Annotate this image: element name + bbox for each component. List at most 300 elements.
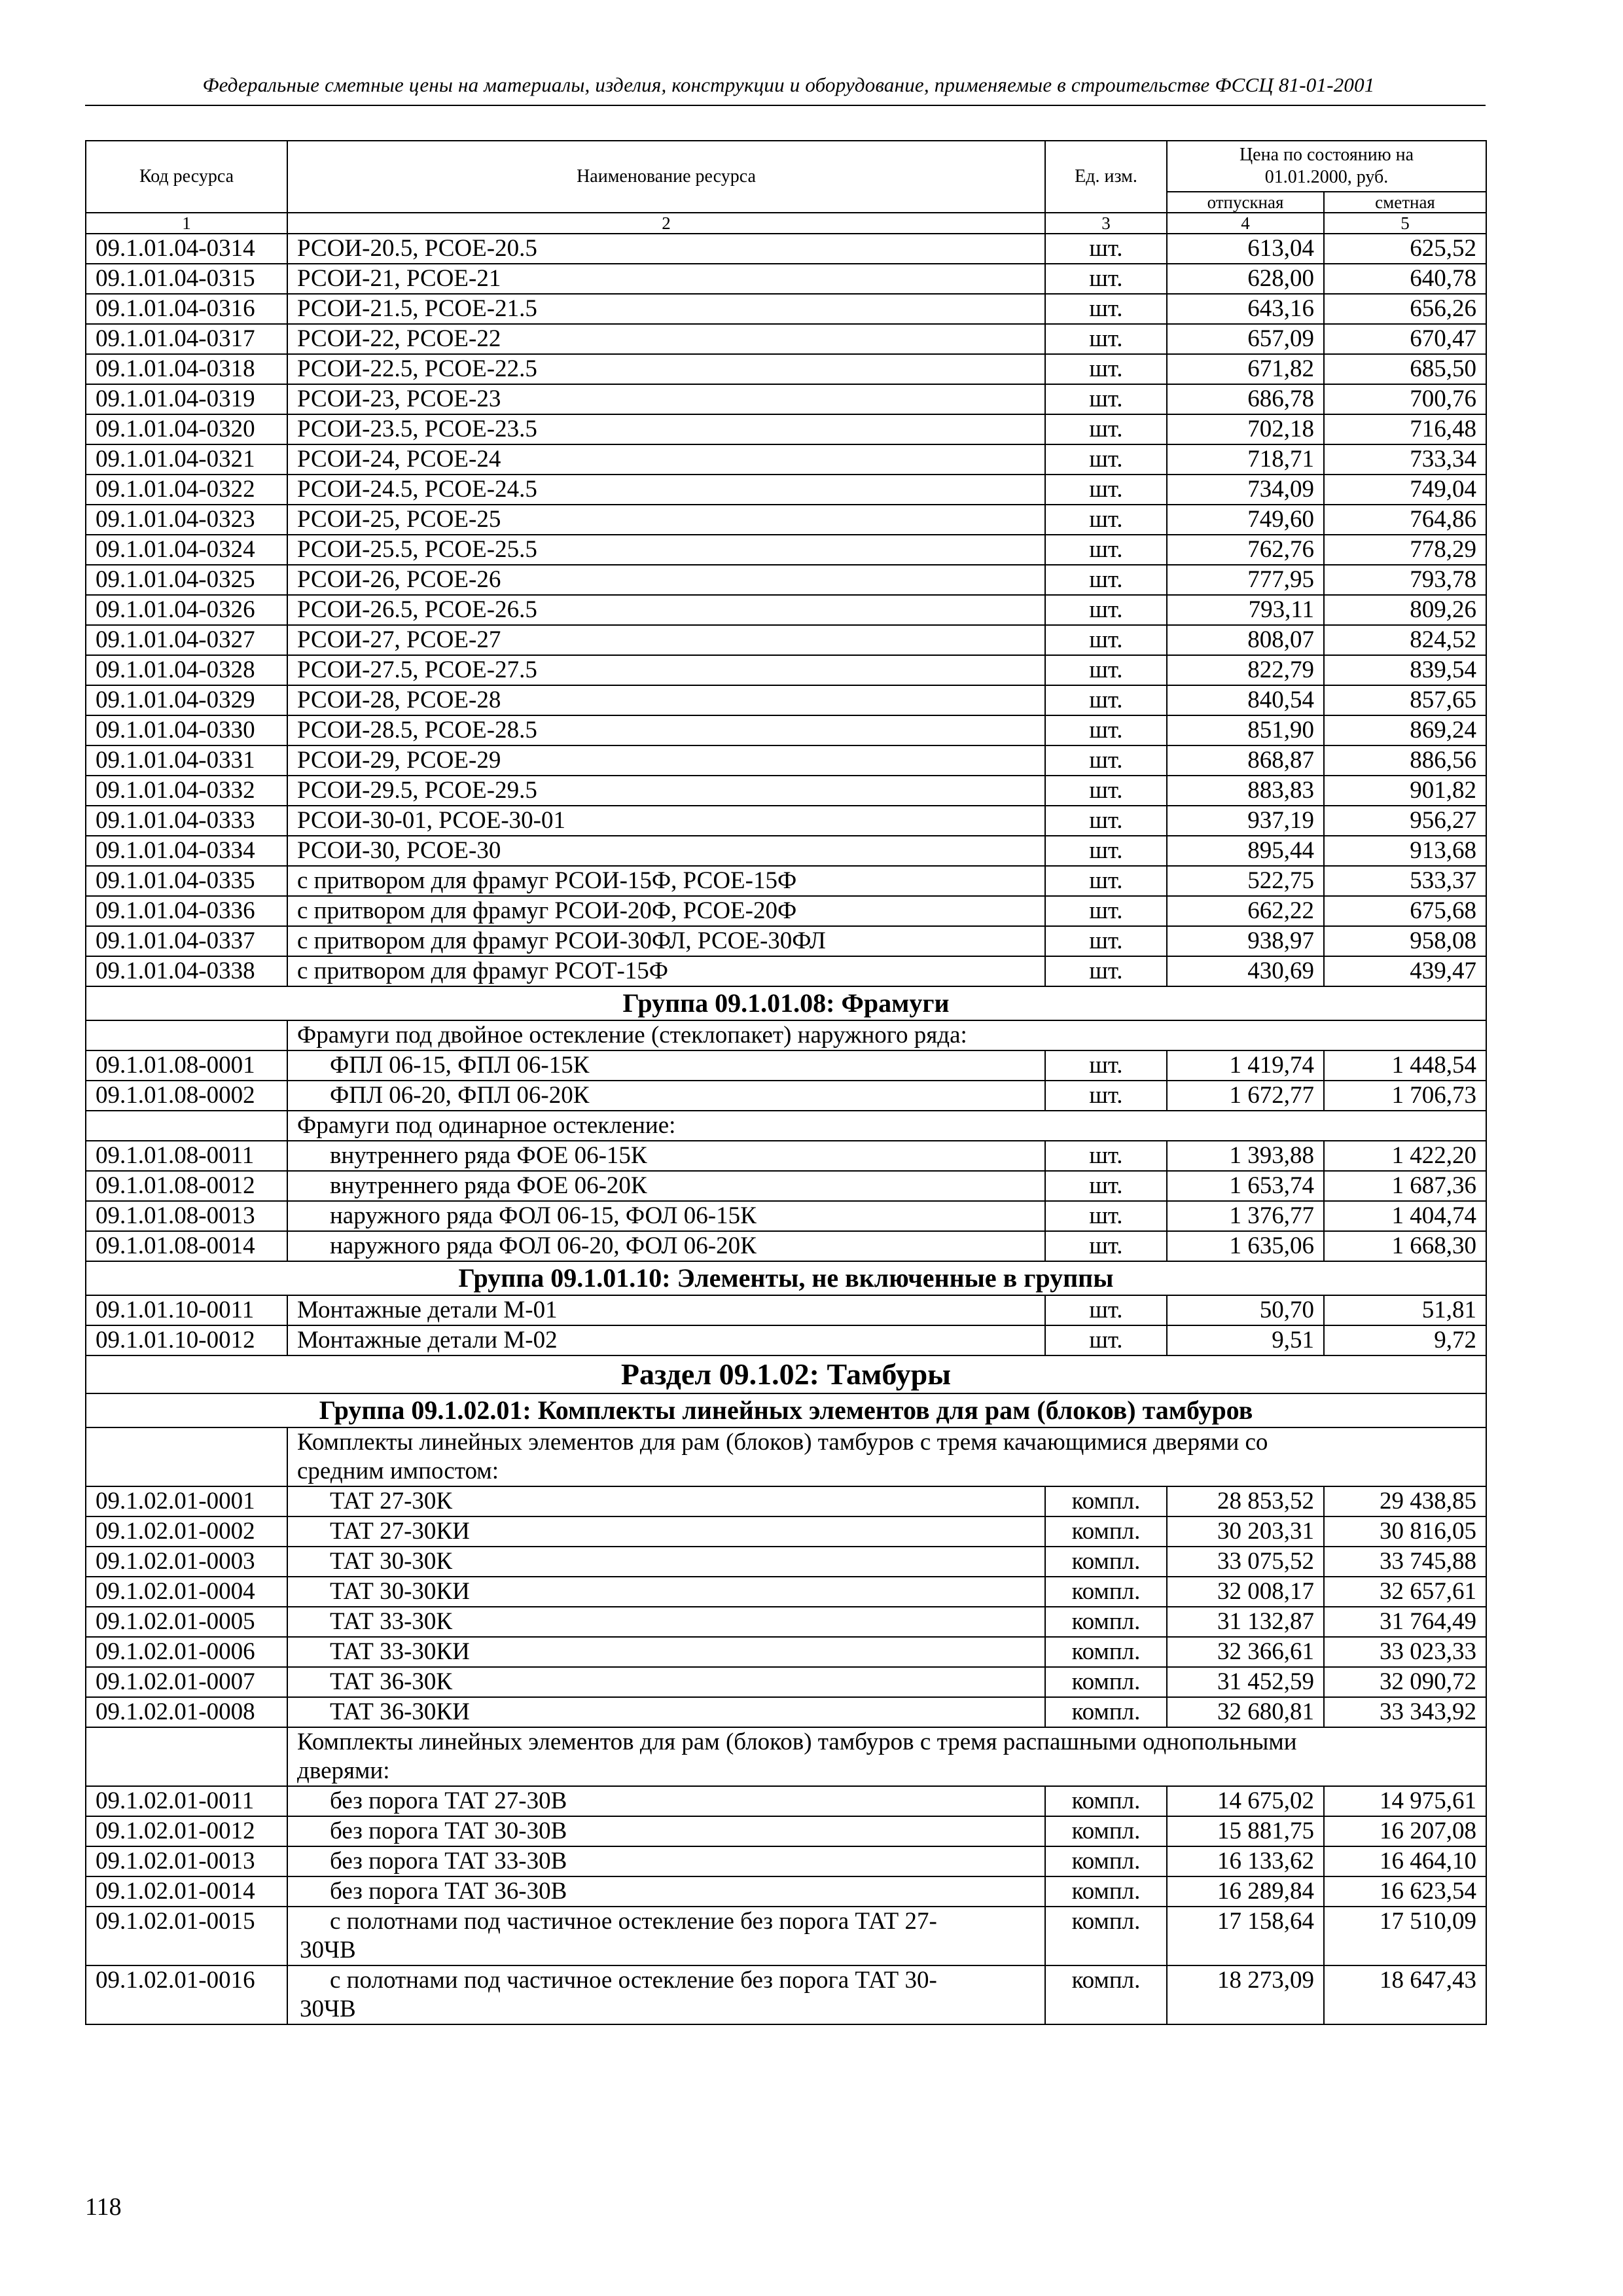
table-row xyxy=(86,745,1486,776)
estimate-price: 625,52 xyxy=(1324,234,1486,264)
resource-code: 09.1.01.04-0322 xyxy=(86,475,287,505)
resource-code: 09.1.02.01-0012 xyxy=(86,1816,287,1846)
table-row xyxy=(86,1637,1486,1667)
resource-code: 09.1.01.04-0323 xyxy=(86,505,287,535)
release-price: 1 672,77 xyxy=(1167,1081,1324,1111)
table-row xyxy=(86,354,1486,384)
unit: шт. xyxy=(1045,1050,1167,1081)
estimate-price: 685,50 xyxy=(1324,354,1486,384)
resource-name: внутреннего ряда ФОЕ 06-15К xyxy=(287,1141,1045,1171)
release-price: 33 075,52 xyxy=(1167,1547,1324,1577)
unit: шт. xyxy=(1045,776,1167,806)
resource-code: 09.1.01.08-0001 xyxy=(86,1050,287,1081)
unit: компл. xyxy=(1045,1846,1167,1876)
estimate-price: 533,37 xyxy=(1324,866,1486,896)
header-price: Цена по состоянию на 01.01.2000, руб. xyxy=(1167,141,1486,192)
release-price: 883,83 xyxy=(1167,776,1324,806)
resource-name: РСОИ-27.5, РСОЕ-27.5 xyxy=(287,655,1045,685)
resource-name: без порога ТАТ 30-30В xyxy=(287,1816,1045,1846)
resource-name: РСОИ-20.5, РСОЕ-20.5 xyxy=(287,234,1045,264)
estimate-price: 956,27 xyxy=(1324,806,1486,836)
resource-code: 09.1.02.01-0006 xyxy=(86,1637,287,1667)
subheading xyxy=(86,1111,1486,1141)
estimate-price: 31 764,49 xyxy=(1324,1607,1486,1637)
release-price: 430,69 xyxy=(1167,956,1324,986)
resource-name xyxy=(287,1907,1045,1965)
resource-code: 09.1.01.04-0314 xyxy=(86,234,287,264)
estimate-price: 18 647,43 xyxy=(1324,1965,1486,2024)
resource-code: 09.1.01.04-0328 xyxy=(86,655,287,685)
header-release: отпускная xyxy=(1167,192,1324,213)
section-title xyxy=(86,1355,1486,1393)
empty-cell xyxy=(86,1427,287,1486)
unit: компл. xyxy=(1045,1697,1167,1727)
unit: шт. xyxy=(1045,354,1167,384)
resource-code: 09.1.01.04-0335 xyxy=(86,866,287,896)
estimate-price: 32 090,72 xyxy=(1324,1667,1486,1697)
resource-name: наружного ряда ФОЛ 06-20, ФОЛ 06-20К xyxy=(287,1231,1045,1261)
estimate-price: 640,78 xyxy=(1324,264,1486,294)
release-price: 1 635,06 xyxy=(1167,1231,1324,1261)
resource-code: 09.1.01.04-0319 xyxy=(86,384,287,414)
resource-name-line: 30ЧВ xyxy=(300,1996,356,2022)
group-title xyxy=(86,986,1486,1020)
header-rule xyxy=(85,105,1486,106)
release-price: 1 376,77 xyxy=(1167,1201,1324,1231)
table-row xyxy=(86,1486,1486,1516)
column-numbers-row xyxy=(86,213,1486,234)
unit: шт. xyxy=(1045,715,1167,745)
unit: компл. xyxy=(1045,1907,1167,1965)
unit: компл. xyxy=(1045,1516,1167,1547)
release-price: 840,54 xyxy=(1167,685,1324,715)
unit: шт. xyxy=(1045,264,1167,294)
table-row xyxy=(86,1786,1486,1816)
resource-name: ТАТ 27-30КИ xyxy=(287,1516,1045,1547)
release-price: 662,22 xyxy=(1167,896,1324,926)
release-price: 718,71 xyxy=(1167,444,1324,475)
estimate-price: 656,26 xyxy=(1324,294,1486,324)
release-price: 734,09 xyxy=(1167,475,1324,505)
resource-code: 09.1.02.01-0003 xyxy=(86,1547,287,1577)
resource-code: 09.1.02.01-0015 xyxy=(86,1907,287,1965)
resource-name: с притвором для фрамуг РСОИ-15Ф, РСОЕ-15Ф xyxy=(287,866,1045,896)
resource-code: 09.1.01.04-0334 xyxy=(86,836,287,866)
release-price: 16 133,62 xyxy=(1167,1846,1324,1876)
resource-code: 09.1.01.04-0326 xyxy=(86,595,287,625)
column-number: 1 xyxy=(86,213,287,234)
table-row xyxy=(86,1876,1486,1907)
table-row xyxy=(86,685,1486,715)
unit: компл. xyxy=(1045,1547,1167,1577)
resource-code: 09.1.02.01-0002 xyxy=(86,1516,287,1547)
estimate-price: 913,68 xyxy=(1324,836,1486,866)
subheading xyxy=(86,1020,1486,1050)
release-price: 895,44 xyxy=(1167,836,1324,866)
release-price: 657,09 xyxy=(1167,324,1324,354)
unit: компл. xyxy=(1045,1816,1167,1846)
table-row xyxy=(86,475,1486,505)
resource-name: РСОИ-24, РСОЕ-24 xyxy=(287,444,1045,475)
release-price: 702,18 xyxy=(1167,414,1324,444)
column-number: 3 xyxy=(1045,213,1167,234)
release-price: 762,76 xyxy=(1167,535,1324,565)
running-header: Федеральные сметные цены на материалы, изделия, конструкции и оборудование, применяемые в строительстве ФССЦ 81-01-2001 xyxy=(202,73,1375,96)
resource-code: 09.1.01.08-0013 xyxy=(86,1201,287,1231)
estimate-price: 33 343,92 xyxy=(1324,1697,1486,1727)
estimate-price: 958,08 xyxy=(1324,926,1486,956)
unit: компл. xyxy=(1045,1876,1167,1907)
resource-name: с притвором для фрамуг РСОИ-20Ф, РСОЕ-20Ф xyxy=(287,896,1045,926)
resource-name: РСОИ-30, РСОЕ-30 xyxy=(287,836,1045,866)
estimate-price: 869,24 xyxy=(1324,715,1486,745)
resource-name: внутреннего ряда ФОЕ 06-20К xyxy=(287,1171,1045,1201)
resource-name: РСОИ-23.5, РСОЕ-23.5 xyxy=(287,414,1045,444)
estimate-price: 793,78 xyxy=(1324,565,1486,595)
estimate-price: 33 023,33 xyxy=(1324,1637,1486,1667)
release-price: 643,16 xyxy=(1167,294,1324,324)
unit: шт. xyxy=(1045,836,1167,866)
header-code: Код ресурса xyxy=(86,141,287,213)
table-row xyxy=(86,836,1486,866)
estimate-price: 764,86 xyxy=(1324,505,1486,535)
estimate-price: 439,47 xyxy=(1324,956,1486,986)
unit: шт. xyxy=(1045,414,1167,444)
release-price: 17 158,64 xyxy=(1167,1907,1324,1965)
unit: шт. xyxy=(1045,806,1167,836)
unit: шт. xyxy=(1045,1141,1167,1171)
estimate-price: 778,29 xyxy=(1324,535,1486,565)
resource-code: 09.1.02.01-0007 xyxy=(86,1667,287,1697)
resource-name: ТАТ 33-30КИ xyxy=(287,1637,1045,1667)
resource-name-line: с полотнами под частичное остекление без порога ТАТ 27- xyxy=(330,1908,937,1935)
subheading-text: Фрамуги под одинарное остекление: xyxy=(287,1111,1486,1141)
estimate-price: 16 207,08 xyxy=(1324,1816,1486,1846)
unit: шт. xyxy=(1045,294,1167,324)
column-number: 4 xyxy=(1167,213,1324,234)
release-price: 937,19 xyxy=(1167,806,1324,836)
unit: шт. xyxy=(1045,565,1167,595)
estimate-price: 733,34 xyxy=(1324,444,1486,475)
subheading-line: Комплекты линейных элементов для рам (блоков) тамбуров с тремя качающимися дверями со xyxy=(297,1429,1268,1456)
release-price: 31 132,87 xyxy=(1167,1607,1324,1637)
table-row xyxy=(86,1697,1486,1727)
unit: шт. xyxy=(1045,1171,1167,1201)
release-price: 628,00 xyxy=(1167,264,1324,294)
table-row xyxy=(86,1577,1486,1607)
resource-name: с притвором для фрамуг РСОТ-15Ф xyxy=(287,956,1045,986)
estimate-price: 1 448,54 xyxy=(1324,1050,1486,1081)
release-price: 50,70 xyxy=(1167,1295,1324,1325)
group-title-text: Группа 09.1.02.01: Комплекты линейных элементов для рам (блоков) тамбуров xyxy=(86,1393,1486,1427)
table-row xyxy=(86,384,1486,414)
unit: компл. xyxy=(1045,1486,1167,1516)
release-price: 686,78 xyxy=(1167,384,1324,414)
table-row xyxy=(86,1231,1486,1261)
subheading-text: Фрамуги под двойное остекление (стеклопакет) наружного ряда: xyxy=(287,1020,1486,1050)
estimate-price: 16 464,10 xyxy=(1324,1846,1486,1876)
estimate-price: 1 668,30 xyxy=(1324,1231,1486,1261)
release-price: 14 675,02 xyxy=(1167,1786,1324,1816)
unit: шт. xyxy=(1045,896,1167,926)
estimate-price: 1 687,36 xyxy=(1324,1171,1486,1201)
group-title-text: Группа 09.1.01.10: Элементы, не включенные в группы xyxy=(86,1261,1486,1295)
unit: шт. xyxy=(1045,1325,1167,1355)
resource-code: 09.1.01.04-0331 xyxy=(86,745,287,776)
estimate-price: 51,81 xyxy=(1324,1295,1486,1325)
release-price: 30 203,31 xyxy=(1167,1516,1324,1547)
table-row xyxy=(86,1667,1486,1697)
table-row xyxy=(86,1325,1486,1355)
resource-code: 09.1.01.08-0012 xyxy=(86,1171,287,1201)
estimate-price: 824,52 xyxy=(1324,625,1486,655)
resource-code: 09.1.01.04-0336 xyxy=(86,896,287,926)
resource-code: 09.1.01.04-0330 xyxy=(86,715,287,745)
estimate-price: 29 438,85 xyxy=(1324,1486,1486,1516)
page-number: 118 xyxy=(85,2193,122,2221)
unit: шт. xyxy=(1045,324,1167,354)
estimate-price: 14 975,61 xyxy=(1324,1786,1486,1816)
subheading-line: средним импостом: xyxy=(297,1458,499,1484)
table-row xyxy=(86,414,1486,444)
table-row xyxy=(86,625,1486,655)
empty-cell xyxy=(86,1111,287,1141)
resource-name: РСОИ-28, РСОЕ-28 xyxy=(287,685,1045,715)
release-price: 868,87 xyxy=(1167,745,1324,776)
release-price: 671,82 xyxy=(1167,354,1324,384)
price-table xyxy=(85,140,1487,2025)
table-row xyxy=(86,655,1486,685)
resource-name: ТАТ 30-30К xyxy=(287,1547,1045,1577)
release-price: 32 008,17 xyxy=(1167,1577,1324,1607)
table-row xyxy=(86,1547,1486,1577)
resource-name: без порога ТАТ 36-30В xyxy=(287,1876,1045,1907)
table-header-row xyxy=(86,141,1486,192)
resource-code: 09.1.01.04-0321 xyxy=(86,444,287,475)
table-row xyxy=(86,1295,1486,1325)
resource-name: РСОИ-28.5, РСОЕ-28.5 xyxy=(287,715,1045,745)
unit: шт. xyxy=(1045,655,1167,685)
resource-name-line: 30ЧВ xyxy=(300,1937,356,1964)
table-row xyxy=(86,715,1486,745)
estimate-price: 17 510,09 xyxy=(1324,1907,1486,1965)
table-row xyxy=(86,866,1486,896)
release-price: 522,75 xyxy=(1167,866,1324,896)
resource-name: РСОИ-22, РСОЕ-22 xyxy=(287,324,1045,354)
estimate-price: 1 422,20 xyxy=(1324,1141,1486,1171)
release-price: 1 419,74 xyxy=(1167,1050,1324,1081)
unit: компл. xyxy=(1045,1607,1167,1637)
resource-code: 09.1.01.04-0317 xyxy=(86,324,287,354)
release-price: 793,11 xyxy=(1167,595,1324,625)
resource-code: 09.1.01.04-0327 xyxy=(86,625,287,655)
resource-name: РСОИ-24.5, РСОЕ-24.5 xyxy=(287,475,1045,505)
resource-code: 09.1.01.04-0329 xyxy=(86,685,287,715)
resource-name: ТАТ 27-30К xyxy=(287,1486,1045,1516)
release-price: 822,79 xyxy=(1167,655,1324,685)
resource-name: РСОИ-26.5, РСОЕ-26.5 xyxy=(287,595,1045,625)
table-row xyxy=(86,1141,1486,1171)
table-row xyxy=(86,1965,1486,2024)
resource-code: 09.1.02.01-0011 xyxy=(86,1786,287,1816)
subheading xyxy=(86,1427,1486,1486)
unit: компл. xyxy=(1045,1667,1167,1697)
release-price: 1 393,88 xyxy=(1167,1141,1324,1171)
resource-name: РСОИ-25, РСОЕ-25 xyxy=(287,505,1045,535)
resource-name: с притвором для фрамуг РСОИ-30ФЛ, РСОЕ-30ФЛ xyxy=(287,926,1045,956)
table-row xyxy=(86,1607,1486,1637)
column-number: 2 xyxy=(287,213,1045,234)
release-price: 32 366,61 xyxy=(1167,1637,1324,1667)
unit: шт. xyxy=(1045,595,1167,625)
unit: шт. xyxy=(1045,1231,1167,1261)
empty-cell xyxy=(86,1020,287,1050)
resource-name: РСОИ-29, РСОЕ-29 xyxy=(287,745,1045,776)
resource-name-line: с полотнами под частичное остекление без порога ТАТ 30- xyxy=(330,1967,937,1994)
table-row xyxy=(86,956,1486,986)
table-row xyxy=(86,896,1486,926)
estimate-price: 886,56 xyxy=(1324,745,1486,776)
subheading-line: дверями: xyxy=(297,1757,390,1784)
table-row xyxy=(86,324,1486,354)
resource-code: 09.1.02.01-0008 xyxy=(86,1697,287,1727)
subheading-text xyxy=(287,1427,1486,1486)
unit: шт. xyxy=(1045,1201,1167,1231)
resource-code: 09.1.01.04-0315 xyxy=(86,264,287,294)
estimate-price: 32 657,61 xyxy=(1324,1577,1486,1607)
resource-code: 09.1.02.01-0001 xyxy=(86,1486,287,1516)
estimate-price: 700,76 xyxy=(1324,384,1486,414)
resource-name: ФПЛ 06-20, ФПЛ 06-20К xyxy=(287,1081,1045,1111)
resource-code: 09.1.02.01-0004 xyxy=(86,1577,287,1607)
table-row xyxy=(86,926,1486,956)
table-row xyxy=(86,1050,1486,1081)
table-row xyxy=(86,1816,1486,1846)
resource-code: 09.1.01.10-0012 xyxy=(86,1325,287,1355)
table-row xyxy=(86,444,1486,475)
release-price: 851,90 xyxy=(1167,715,1324,745)
resource-code: 09.1.01.04-0325 xyxy=(86,565,287,595)
table-row xyxy=(86,1201,1486,1231)
unit: компл. xyxy=(1045,1637,1167,1667)
header-name: Наименование ресурса xyxy=(287,141,1045,213)
resource-code: 09.1.01.04-0338 xyxy=(86,956,287,986)
unit: шт. xyxy=(1045,956,1167,986)
estimate-price: 16 623,54 xyxy=(1324,1876,1486,1907)
estimate-price: 857,65 xyxy=(1324,685,1486,715)
resource-name: наружного ряда ФОЛ 06-15, ФОЛ 06-15К xyxy=(287,1201,1045,1231)
subheading-text xyxy=(287,1727,1486,1786)
column-number: 5 xyxy=(1324,213,1486,234)
unit: шт. xyxy=(1045,685,1167,715)
estimate-price: 9,72 xyxy=(1324,1325,1486,1355)
resource-name: Монтажные детали М-02 xyxy=(287,1325,1045,1355)
resource-name: РСОИ-25.5, РСОЕ-25.5 xyxy=(287,535,1045,565)
section-title-text: Раздел 09.1.02: Тамбуры xyxy=(86,1355,1486,1393)
unit: шт. xyxy=(1045,475,1167,505)
estimate-price: 1 404,74 xyxy=(1324,1201,1486,1231)
resource-name: ТАТ 36-30КИ xyxy=(287,1697,1045,1727)
resource-code: 09.1.02.01-0016 xyxy=(86,1965,287,2024)
unit: компл. xyxy=(1045,1965,1167,2024)
table-row xyxy=(86,535,1486,565)
table-row xyxy=(86,234,1486,264)
unit: шт. xyxy=(1045,444,1167,475)
table-row xyxy=(86,264,1486,294)
unit: шт. xyxy=(1045,384,1167,414)
unit: шт. xyxy=(1045,1081,1167,1111)
unit: шт. xyxy=(1045,625,1167,655)
resource-code: 09.1.01.04-0320 xyxy=(86,414,287,444)
resource-code: 09.1.01.04-0324 xyxy=(86,535,287,565)
table-row xyxy=(86,595,1486,625)
resource-code: 09.1.01.04-0337 xyxy=(86,926,287,956)
group-title xyxy=(86,1393,1486,1427)
resource-code: 09.1.01.08-0014 xyxy=(86,1231,287,1261)
resource-name: РСОИ-26, РСОЕ-26 xyxy=(287,565,1045,595)
resource-name: РСОИ-23, РСОЕ-23 xyxy=(287,384,1045,414)
table-row xyxy=(86,1907,1486,1965)
resource-code: 09.1.02.01-0013 xyxy=(86,1846,287,1876)
resource-name: РСОИ-30-01, РСОЕ-30-01 xyxy=(287,806,1045,836)
subheading xyxy=(86,1727,1486,1786)
empty-cell xyxy=(86,1727,287,1786)
group-title xyxy=(86,1261,1486,1295)
resource-code: 09.1.01.08-0011 xyxy=(86,1141,287,1171)
estimate-price: 675,68 xyxy=(1324,896,1486,926)
release-price: 777,95 xyxy=(1167,565,1324,595)
release-price: 749,60 xyxy=(1167,505,1324,535)
table-row xyxy=(86,776,1486,806)
resource-name: РСОИ-22.5, РСОЕ-22.5 xyxy=(287,354,1045,384)
estimate-price: 670,47 xyxy=(1324,324,1486,354)
estimate-price: 901,82 xyxy=(1324,776,1486,806)
resource-name: без порога ТАТ 33-30В xyxy=(287,1846,1045,1876)
table-row xyxy=(86,294,1486,324)
resource-name: ФПЛ 06-15, ФПЛ 06-15К xyxy=(287,1050,1045,1081)
table-row xyxy=(86,1516,1486,1547)
resource-code: 09.1.01.04-0316 xyxy=(86,294,287,324)
resource-name: РСОИ-29.5, РСОЕ-29.5 xyxy=(287,776,1045,806)
release-price: 1 653,74 xyxy=(1167,1171,1324,1201)
resource-name: ТАТ 30-30КИ xyxy=(287,1577,1045,1607)
unit: компл. xyxy=(1045,1786,1167,1816)
resource-code: 09.1.01.04-0318 xyxy=(86,354,287,384)
resource-name: Монтажные детали М-01 xyxy=(287,1295,1045,1325)
table-row xyxy=(86,806,1486,836)
resource-name: РСОИ-21, РСОЕ-21 xyxy=(287,264,1045,294)
unit: шт. xyxy=(1045,745,1167,776)
subheading-line: Комплекты линейных элементов для рам (блоков) тамбуров с тремя распашными однопольными xyxy=(297,1729,1297,1755)
release-price: 15 881,75 xyxy=(1167,1816,1324,1846)
resource-name: ТАТ 33-30К xyxy=(287,1607,1045,1637)
release-price: 9,51 xyxy=(1167,1325,1324,1355)
unit: шт. xyxy=(1045,535,1167,565)
release-price: 16 289,84 xyxy=(1167,1876,1324,1907)
estimate-price: 839,54 xyxy=(1324,655,1486,685)
release-price: 613,04 xyxy=(1167,234,1324,264)
group-title-text: Группа 09.1.01.08: Фрамуги xyxy=(86,986,1486,1020)
unit: шт. xyxy=(1045,234,1167,264)
resource-name xyxy=(287,1965,1045,2024)
unit: шт. xyxy=(1045,926,1167,956)
unit: шт. xyxy=(1045,1295,1167,1325)
release-price: 938,97 xyxy=(1167,926,1324,956)
release-price: 808,07 xyxy=(1167,625,1324,655)
resource-code: 09.1.01.08-0002 xyxy=(86,1081,287,1111)
resource-code: 09.1.02.01-0005 xyxy=(86,1607,287,1637)
unit: компл. xyxy=(1045,1577,1167,1607)
